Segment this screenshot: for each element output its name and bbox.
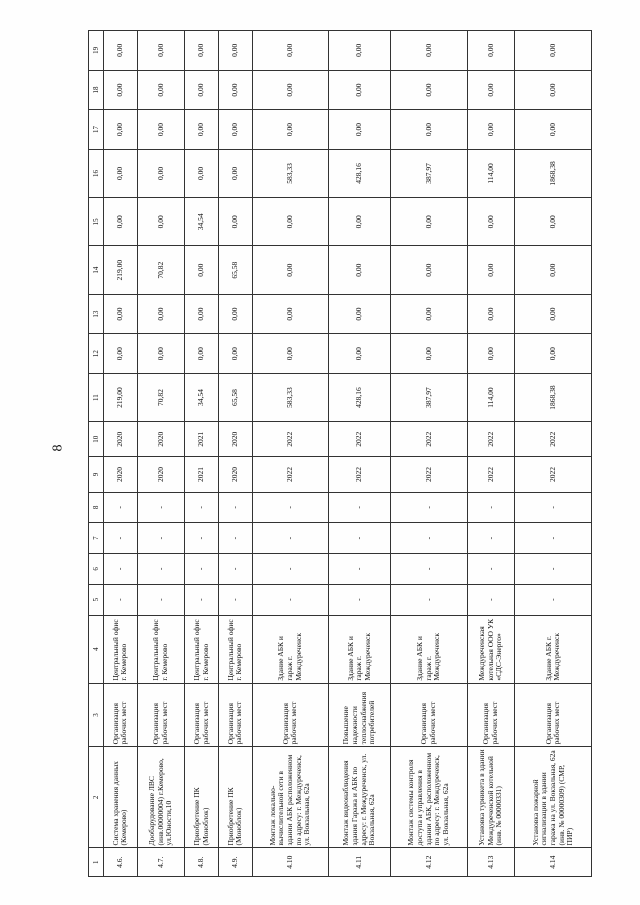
- header-cell: 1: [89, 848, 104, 877]
- col-18-cell: 0,00: [104, 70, 138, 110]
- page-number: 8: [50, 444, 66, 452]
- col-13-cell: 0,00: [252, 294, 328, 334]
- location-cell: Здание АБК г. Междуреченск: [515, 615, 592, 683]
- col-17-cell: 0,00: [467, 110, 515, 150]
- year-2020-cell: 0,00: [391, 246, 467, 294]
- col-5-cell: -: [467, 584, 515, 615]
- end-year-cell: 2022: [329, 422, 391, 457]
- col-7-cell: -: [467, 523, 515, 554]
- col-8-cell: -: [104, 492, 138, 523]
- header-cell: 16: [89, 149, 104, 197]
- col-12-cell: 0,00: [252, 334, 328, 374]
- col-8-cell: -: [252, 492, 328, 523]
- col-6-cell: -: [391, 554, 467, 585]
- header-cell: 4: [89, 615, 104, 683]
- col-12-cell: 0,00: [329, 334, 391, 374]
- project-purpose-cell: Организация рабочих мест: [218, 683, 252, 747]
- year-2021-cell: 0,00: [252, 198, 328, 246]
- year-2022-cell: 0,00: [104, 149, 138, 197]
- start-year-cell: 2022: [515, 457, 592, 492]
- col-5-cell: -: [137, 584, 185, 615]
- col-5-cell: -: [515, 584, 592, 615]
- year-2022-cell: 583,33: [252, 149, 328, 197]
- year-2022-cell: 0,00: [218, 149, 252, 197]
- year-2020-cell: 0,00: [515, 246, 592, 294]
- year-2020-cell: 65,58: [218, 246, 252, 294]
- total-cost-cell: 114,00: [467, 373, 515, 421]
- year-2022-cell: 114,00: [467, 149, 515, 197]
- col-12-cell: 0,00: [467, 334, 515, 374]
- header-cell: 9: [89, 457, 104, 492]
- col-13-cell: 0,00: [104, 294, 138, 334]
- year-2021-cell: 34,54: [185, 198, 219, 246]
- header-cell: 18: [89, 70, 104, 110]
- start-year-cell: 2022: [391, 457, 467, 492]
- total-cost-cell: 70,82: [137, 373, 185, 421]
- table-row: [104, 31, 138, 877]
- year-2020-cell: 70,82: [137, 246, 185, 294]
- end-year-cell: 2020: [137, 422, 185, 457]
- col-12-cell: 0,00: [218, 334, 252, 374]
- year-2021-cell: 0,00: [391, 198, 467, 246]
- start-year-cell: 2022: [329, 457, 391, 492]
- total-cost-cell: 65,58: [218, 373, 252, 421]
- end-year-cell: 2021: [185, 422, 219, 457]
- header-cell: 17: [89, 110, 104, 150]
- col-17-cell: 0,00: [252, 110, 328, 150]
- col-19-cell: 0,00: [218, 31, 252, 71]
- table-row: [467, 31, 515, 877]
- year-2021-cell: 0,00: [329, 198, 391, 246]
- year-2020-cell: 0,00: [185, 246, 219, 294]
- table-row: [218, 31, 252, 877]
- row-number-cell: 4.6.: [104, 848, 138, 877]
- col-13-cell: 0,00: [137, 294, 185, 334]
- total-cost-cell: 428,16: [329, 373, 391, 421]
- col-7-cell: -: [218, 523, 252, 554]
- header-cell: 19: [89, 31, 104, 71]
- year-2020-cell: 0,00: [329, 246, 391, 294]
- row-number-cell: 4.12: [391, 848, 467, 877]
- project-name-cell: Приобретение ПК (Моноблок): [218, 747, 252, 848]
- col-7-cell: -: [329, 523, 391, 554]
- col-6-cell: -: [137, 554, 185, 585]
- col-6-cell: -: [467, 554, 515, 585]
- col-8-cell: -: [218, 492, 252, 523]
- col-8-cell: -: [329, 492, 391, 523]
- col-5-cell: -: [329, 584, 391, 615]
- end-year-cell: 2022: [515, 422, 592, 457]
- row-number-cell: 4.13: [467, 848, 515, 877]
- col-8-cell: -: [137, 492, 185, 523]
- project-purpose-cell: Организация рабочих мест: [391, 683, 467, 747]
- end-year-cell: 2022: [252, 422, 328, 457]
- header-cell: 15: [89, 198, 104, 246]
- col-19-cell: 0,00: [137, 31, 185, 71]
- project-name-cell: Установка турникета в здании Междуреченской котельной (инв. № 00000331): [467, 747, 515, 848]
- col-8-cell: -: [391, 492, 467, 523]
- col-12-cell: 0,00: [391, 334, 467, 374]
- year-2021-cell: 0,00: [467, 198, 515, 246]
- col-19-cell: 0,00: [467, 31, 515, 71]
- col-17-cell: 0,00: [104, 110, 138, 150]
- project-name-cell: Система хранения данных (Кемерово): [104, 747, 138, 848]
- col-5-cell: -: [218, 584, 252, 615]
- col-7-cell: -: [137, 523, 185, 554]
- project-name-cell: Монтаж локально-вычислительной сети в здании АБК расположенном по адресу: г. Междуреченск, ул. Вокзальная, 62а: [252, 747, 328, 848]
- col-19-cell: 0,00: [185, 31, 219, 71]
- total-cost-cell: 1868,38: [515, 373, 592, 421]
- project-name-cell: Монтаж видеонаблюдения здания Гаража и АБК по адресу: г. Междуреченск, ул. Вокзальная, 62а: [329, 747, 391, 848]
- total-cost-cell: 34,54: [185, 373, 219, 421]
- start-year-cell: 2020: [218, 457, 252, 492]
- end-year-cell: 2022: [391, 422, 467, 457]
- col-5-cell: -: [391, 584, 467, 615]
- col-7-cell: -: [391, 523, 467, 554]
- header-cell: 5: [89, 584, 104, 615]
- project-purpose-cell: Организация рабочих мест: [185, 683, 219, 747]
- col-6-cell: -: [218, 554, 252, 585]
- col-6-cell: -: [329, 554, 391, 585]
- col-7-cell: -: [515, 523, 592, 554]
- row-number-cell: 4.8.: [185, 848, 219, 877]
- location-cell: Здание АБК и гараж г. Междуреченск: [252, 615, 328, 683]
- project-name-cell: Установка пожарной сигнализации в здании гаража на ул. Вокзальная, 62а (инв. № 00000309) (СМР, ПИР): [515, 747, 592, 848]
- location-cell: Центральный офис г. Кемерово: [137, 615, 185, 683]
- year-2022-cell: 1868,38: [515, 149, 592, 197]
- col-13-cell: 0,00: [515, 294, 592, 334]
- col-18-cell: 0,00: [252, 70, 328, 110]
- col-8-cell: -: [467, 492, 515, 523]
- header-cell: 13: [89, 294, 104, 334]
- header-cell: 7: [89, 523, 104, 554]
- col-18-cell: 0,00: [467, 70, 515, 110]
- investment-table: [88, 30, 592, 877]
- header-cell: 6: [89, 554, 104, 585]
- col-18-cell: 0,00: [515, 70, 592, 110]
- year-2021-cell: 0,00: [137, 198, 185, 246]
- table-row: [391, 31, 467, 877]
- location-cell: Здание АБК и гараж г. Междуреченск: [329, 615, 391, 683]
- col-6-cell: -: [515, 554, 592, 585]
- project-purpose-cell: Организация рабочих мест: [104, 683, 138, 747]
- col-17-cell: 0,00: [329, 110, 391, 150]
- col-18-cell: 0,00: [185, 70, 219, 110]
- col-7-cell: -: [252, 523, 328, 554]
- table-row: [329, 31, 391, 877]
- start-year-cell: 2022: [467, 457, 515, 492]
- table-row: [515, 31, 592, 877]
- total-cost-cell: 219,00: [104, 373, 138, 421]
- header-cell: 2: [89, 747, 104, 848]
- header-cell: 10: [89, 422, 104, 457]
- header-cell: 12: [89, 334, 104, 374]
- location-cell: Междуреченская котельная ООО УК «СДС-Энерго»: [467, 615, 515, 683]
- header-cell: 11: [89, 373, 104, 421]
- project-purpose-cell: Организация рабочих мест: [137, 683, 185, 747]
- col-19-cell: 0,00: [329, 31, 391, 71]
- year-2020-cell: 219,00: [104, 246, 138, 294]
- location-cell: Центральный офис г. Кемерово: [218, 615, 252, 683]
- project-name-cell: Приобретение ПК (Моноблок): [185, 747, 219, 848]
- col-13-cell: 0,00: [185, 294, 219, 334]
- col-6-cell: -: [252, 554, 328, 585]
- col-18-cell: 0,00: [329, 70, 391, 110]
- col-12-cell: 0,00: [185, 334, 219, 374]
- row-number-cell: 4.14: [515, 848, 592, 877]
- col-17-cell: 0,00: [391, 110, 467, 150]
- total-cost-cell: 387,97: [391, 373, 467, 421]
- col-19-cell: 0,00: [515, 31, 592, 71]
- col-17-cell: 0,00: [185, 110, 219, 150]
- location-cell: Центральный офис г. Кемерово: [104, 615, 138, 683]
- project-purpose-cell: Повышение надежности теплоснабжения потребителей: [329, 683, 391, 747]
- row-number-cell: 4.7.: [137, 848, 185, 877]
- col-18-cell: 0,00: [218, 70, 252, 110]
- col-18-cell: 0,00: [137, 70, 185, 110]
- col-13-cell: 0,00: [467, 294, 515, 334]
- col-8-cell: -: [185, 492, 219, 523]
- header-cell: 8: [89, 492, 104, 523]
- project-name-cell: Монтаж системы контроля доступа и управления в здании АБК, расположенном по адресу: г. Междуреченск, ул. Вокзальная, 62а: [391, 747, 467, 848]
- col-17-cell: 0,00: [515, 110, 592, 150]
- start-year-cell: 2020: [137, 457, 185, 492]
- project-purpose-cell: Организация рабочих мест: [515, 683, 592, 747]
- col-7-cell: -: [185, 523, 219, 554]
- project-name-cell: Дообарудование ЛВС (инв.00000004) г.Кемерово, ул.Юности,10: [137, 747, 185, 848]
- start-year-cell: 2021: [185, 457, 219, 492]
- col-17-cell: 0,00: [137, 110, 185, 150]
- end-year-cell: 2020: [218, 422, 252, 457]
- location-cell: Центральный офис г. Кемерово: [185, 615, 219, 683]
- col-5-cell: -: [252, 584, 328, 615]
- col-12-cell: 0,00: [137, 334, 185, 374]
- col-19-cell: 0,00: [104, 31, 138, 71]
- start-year-cell: 2022: [252, 457, 328, 492]
- year-2021-cell: 0,00: [218, 198, 252, 246]
- table-row: [137, 31, 185, 877]
- year-2022-cell: 0,00: [185, 149, 219, 197]
- year-2022-cell: 428,16: [329, 149, 391, 197]
- project-purpose-cell: Организация рабочих мест: [252, 683, 328, 747]
- total-cost-cell: 583,33: [252, 373, 328, 421]
- start-year-cell: 2020: [104, 457, 138, 492]
- col-13-cell: 0,00: [391, 294, 467, 334]
- year-2021-cell: 0,00: [104, 198, 138, 246]
- header-row: [89, 31, 104, 877]
- col-18-cell: 0,00: [391, 70, 467, 110]
- year-2022-cell: 387,97: [391, 149, 467, 197]
- project-purpose-cell: Организация рабочих мест: [467, 683, 515, 747]
- col-12-cell: 0,00: [104, 334, 138, 374]
- col-19-cell: 0,00: [391, 31, 467, 71]
- col-17-cell: 0,00: [218, 110, 252, 150]
- col-7-cell: -: [104, 523, 138, 554]
- col-6-cell: -: [104, 554, 138, 585]
- table-row: [252, 31, 328, 877]
- year-2022-cell: 0,00: [137, 149, 185, 197]
- col-12-cell: 0,00: [515, 334, 592, 374]
- year-2020-cell: 0,00: [467, 246, 515, 294]
- col-13-cell: 0,00: [218, 294, 252, 334]
- end-year-cell: 2022: [467, 422, 515, 457]
- table-row: [185, 31, 219, 877]
- row-number-cell: 4.9.: [218, 848, 252, 877]
- year-2021-cell: 0,00: [515, 198, 592, 246]
- row-number-cell: 4.10: [252, 848, 328, 877]
- col-5-cell: -: [104, 584, 138, 615]
- year-2020-cell: 0,00: [252, 246, 328, 294]
- end-year-cell: 2020: [104, 422, 138, 457]
- location-cell: Здание АБК и гараж г. Междуреченск: [391, 615, 467, 683]
- header-cell: 14: [89, 246, 104, 294]
- header-cell: 3: [89, 683, 104, 747]
- col-19-cell: 0,00: [252, 31, 328, 71]
- col-8-cell: -: [515, 492, 592, 523]
- col-6-cell: -: [185, 554, 219, 585]
- row-number-cell: 4.11: [329, 848, 391, 877]
- col-13-cell: 0,00: [329, 294, 391, 334]
- table-wrapper: [88, 30, 640, 869]
- col-5-cell: -: [185, 584, 219, 615]
